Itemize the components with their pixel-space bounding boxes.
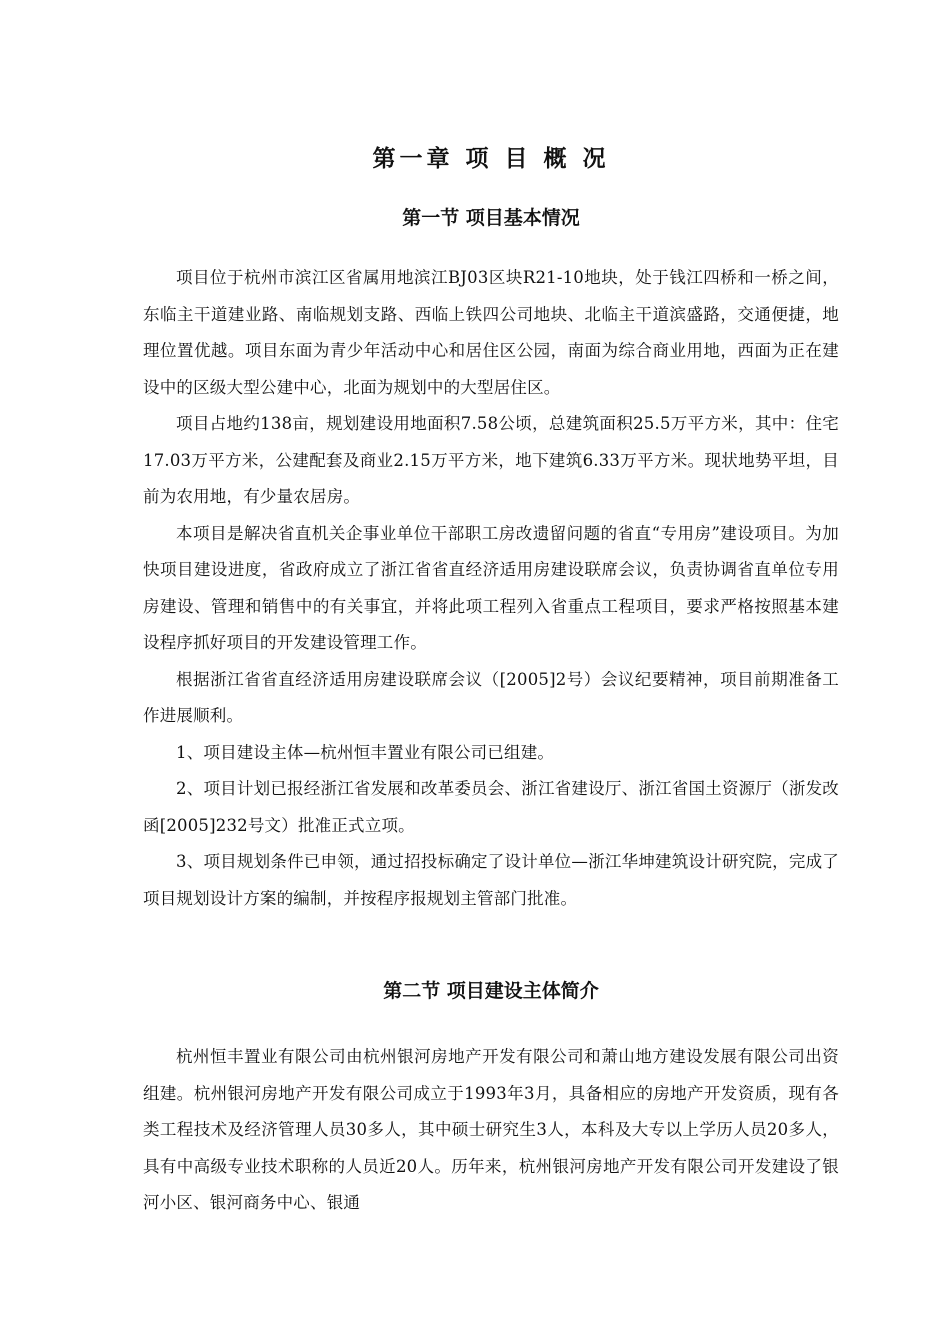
paragraph-area: 项目占地约138亩，规划建设用地面积7.58公顷，总建筑面积25.5万平方米，其中：住宅17.03万平方米，公建配套及商业2.15万平方米，地下建筑6.33万平方米。现状地势平坦，目前为农用地，有少量农居房。	[143, 414, 839, 506]
chapter-title: 第一章 项 目 概 况	[372, 146, 610, 172]
section-developer-intro-body	[143, 1039, 839, 1222]
section-basic-info-body	[143, 260, 839, 917]
paragraph-developer: 杭州恒丰置业有限公司由杭州银河房地产开发有限公司和萧山地方建设发展有限公司出资组建。杭州银河房地产开发有限公司成立于1993年3月，具备相应的房地产开发资质，现有各类工程技术及经济管理人员30多人，其中硕士研究生3人，本科及大专以上学历人员20多人，具有中高级专业技术职称的人员近20人。历年来，杭州银河房地产开发有限公司开发建设了银河小区、银河商务中心、银通	[143, 1047, 839, 1212]
list-item-1: 1、项目建设主体—杭州恒丰置业有限公司已组建。	[176, 742, 555, 762]
paragraph-location: 项目位于杭州市滨江区省属用地滨江BJ03区块R21-10地块，处于钱江四桥和一桥之间，东临主干道建业路、南临规划支路、西临上铁四公司地块、北临主干道滨盛路，交通便捷，地理位置优越。项目东面为青少年活动中心和居住区公园，南面为综合商业用地，西面为正在建设中的区级大型公建中心，北面为规划中的大型居住区。	[143, 268, 839, 397]
section-title-developer-intro: 第二节 项目建设主体简介	[383, 980, 599, 1002]
list-item-3: 3、项目规划条件已申领，通过招投标确定了设计单位—浙江华坤建筑设计研究院，完成了项目规划设计方案的编制，并按程序报规划主管部门批准。	[143, 852, 839, 908]
list-item-2: 2、项目计划已报经浙江省发展和改革委员会、浙江省建设厅、浙江省国土资源厅（浙发改函[2005]232号文）批准正式立项。	[143, 779, 839, 835]
section-title-basic-info: 第一节 项目基本情况	[402, 207, 580, 229]
paragraph-progress: 根据浙江省省直经济适用房建设联席会议（[2005]2号）会议纪要精神，项目前期准备工作进展顺利。	[143, 669, 839, 725]
paragraph-background: 本项目是解决省直机关企事业单位干部职工房改遗留问题的省直“专用房”建设项目。为加快项目建设进度，省政府成立了浙江省省直经济适用房建设联席会议，负责协调省直单位专用房建设、管理和销售中的有关事宜，并将此项工程列入省重点工程项目，要求严格按照基本建设程序抓好项目的开发建设管理工作。	[143, 523, 839, 652]
